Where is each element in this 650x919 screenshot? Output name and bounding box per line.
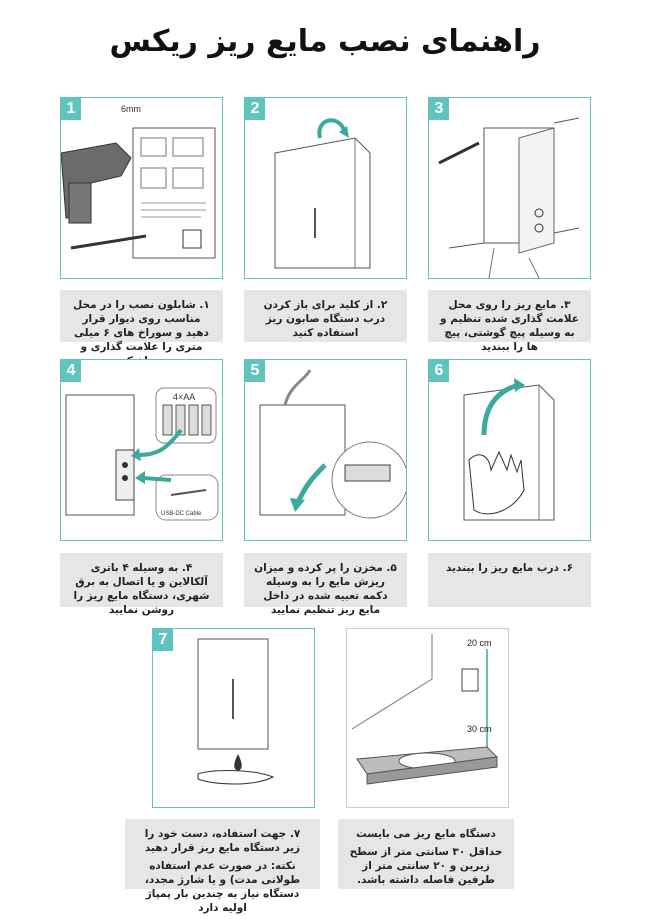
step-7-panel bbox=[152, 628, 315, 808]
screw-mount-illustration bbox=[429, 98, 591, 279]
page-title: راهنمای نصب مایع ریز ریکس bbox=[109, 24, 541, 59]
open-cover-illustration bbox=[245, 98, 407, 279]
wall-sink-illustration bbox=[347, 629, 509, 808]
step-7-note: نکته: در صورت عدم استفاده طولانی مدت) و یا شارژ مجدد، دستگاه نیاز به چندین بار پمپاژ اولیه دارد bbox=[144, 860, 301, 914]
install-caption-body: حداقل ۳۰ سانتی متر از سطح زیرین و ۲۰ سانتی متر از طرفین فاصله داشته باشد. bbox=[349, 846, 503, 886]
drill-template-illustration bbox=[61, 98, 223, 279]
step-number: 5 bbox=[245, 360, 265, 382]
step-3-caption: ۳. مایع ریز را روی محل علامت گذاری شده تنظیم و به وسیله پیچ گوشتی، پیچ ها را ببندید bbox=[428, 290, 591, 342]
step-5-caption: ۵. مخزن را پر کرده و میزان ریزش مایع را به وسیله دکمه تعبیه شده در داخل مایع ریز تنظیم نمایید bbox=[244, 553, 407, 607]
step-2-panel bbox=[244, 97, 407, 279]
step-7-text: ۷. جهت استفاده، دست خود را زیر دستگاه مایع ریز قرار دهید bbox=[144, 828, 301, 854]
step-7-caption bbox=[125, 819, 320, 914]
distance-30cm-label: 30 cm bbox=[467, 724, 492, 734]
step-number: 1 bbox=[61, 98, 81, 120]
install-distance-panel bbox=[346, 628, 509, 808]
install-caption-title: دستگاه مایع ریز می بایست bbox=[356, 828, 496, 840]
step-4-caption: ۴. به وسیله ۴ باتری آلکالاین و یا اتصال به برق شهری، دستگاه مایع ریز را روشن نمایید bbox=[60, 553, 223, 607]
install-caption bbox=[338, 819, 514, 889]
step-2-caption: ۲. از کلید برای باز کردن درب دستگاه صابون ریز استفاده کنید bbox=[244, 290, 407, 342]
close-cover-illustration bbox=[429, 360, 591, 541]
step-6-caption: ۶. درب مایع ریز را ببندید bbox=[428, 553, 591, 607]
step-5-panel bbox=[244, 359, 407, 541]
use-dispenser-illustration bbox=[153, 629, 315, 808]
step-number: 6 bbox=[429, 360, 449, 382]
step-number: 3 bbox=[429, 98, 449, 120]
battery-label: 4×AA bbox=[173, 392, 196, 402]
step-number: 7 bbox=[153, 629, 173, 651]
refill-illustration bbox=[245, 360, 407, 541]
step-1-caption: ۱. شابلون نصب را در محل مناسب روی دیوار قرار دهید و سوراخ های ۶ میلی متری را علامت گذاری و bbox=[60, 290, 223, 342]
battery-power-illustration bbox=[61, 360, 223, 541]
step-6-panel bbox=[428, 359, 591, 541]
drill-size-label: 6mm bbox=[121, 104, 141, 114]
step-4-panel bbox=[60, 359, 223, 541]
distance-20cm-label: 20 cm bbox=[467, 638, 492, 648]
step-number: 4 bbox=[61, 360, 81, 382]
step-number: 2 bbox=[245, 98, 265, 120]
cable-label: USB-DC Cable bbox=[161, 511, 202, 517]
step-1-panel bbox=[60, 97, 223, 279]
step-3-panel bbox=[428, 97, 591, 279]
